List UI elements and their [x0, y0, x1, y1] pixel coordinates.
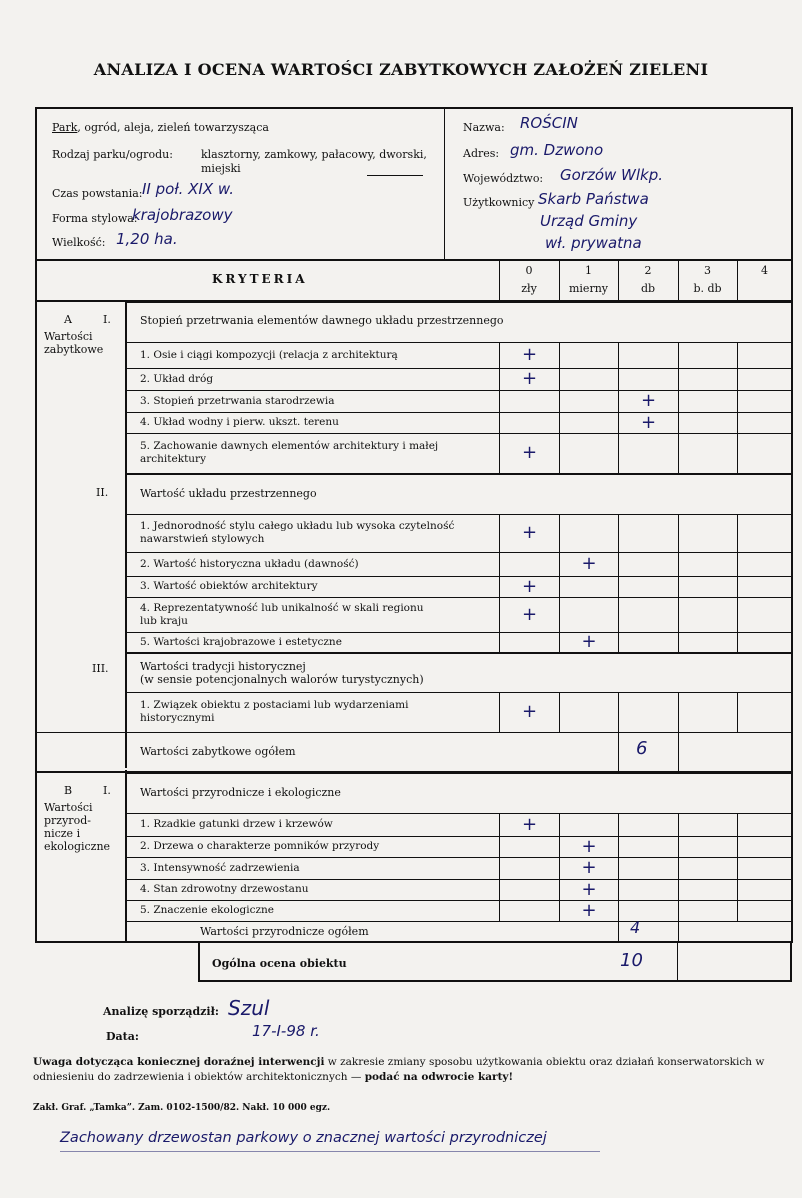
- print-info: Zakł. Graf. „Tamka”. Zam. 0102-1500/82. Nakł. 10 000 egz.: [33, 1103, 331, 1113]
- section-a-code: A: [64, 313, 72, 326]
- row-a2-2-label: 2. Wartość historyczna układu (dawność): [140, 557, 359, 570]
- grid-vertical-rule: [678, 813, 679, 921]
- wielkosc-label: Wielkość:: [52, 236, 106, 249]
- grid-horizontal-rule: [125, 368, 792, 369]
- row-b1-3-label: 3. Intensywność zadrzewienia: [140, 861, 300, 874]
- section-a-group-2-roman: II.: [96, 486, 109, 499]
- row-a1-5-label-line-1: 5. Zachowanie dawnych elementów architektury i małej: [140, 440, 439, 452]
- grid-vertical-rule: [737, 692, 738, 732]
- score-1-label: mierny: [568, 282, 608, 295]
- row-b1-2-mark: +: [581, 835, 597, 857]
- section-a-title-1: Wartości: [44, 330, 93, 343]
- grid-vertical-rule: [678, 732, 679, 772]
- total-b-label: Wartości przyrodnicze ogółem: [200, 925, 369, 938]
- grid-vertical-rule: [499, 813, 500, 921]
- row-a2-1-mark: +: [522, 522, 538, 543]
- uzytkownicy-label: Użytkownicy: [463, 196, 535, 209]
- grid-horizontal-rule: [125, 342, 792, 343]
- note-end: podać na odwrocie karty!: [364, 1071, 514, 1083]
- grid-vertical-rule: [618, 514, 619, 652]
- grid-vertical-rule: [618, 732, 619, 772]
- total-a-value: 6: [636, 738, 648, 759]
- uzytkownik-2: Urząd Gminy: [540, 212, 638, 230]
- row-a2-2-mark: +: [581, 553, 597, 574]
- row-a2-4-mark: +: [522, 603, 538, 625]
- park-type-rest: , ogród, aleja, zieleń towarzysząca: [77, 121, 269, 134]
- park-type-underlined: Park: [52, 121, 78, 134]
- row-a1-4-mark: +: [641, 411, 657, 433]
- score-3-number: 3: [704, 264, 711, 277]
- grid-vertical-rule: [125, 301, 127, 768]
- row-a1-1-mark: +: [522, 344, 538, 365]
- overall-value: 10: [620, 950, 643, 971]
- wojewodztwo-label: Województwo:: [463, 172, 544, 185]
- grid-horizontal-rule: [125, 857, 792, 858]
- grid-vertical-rule: [678, 921, 679, 941]
- score-2-label: db: [640, 282, 656, 295]
- grid-horizontal-rule: [125, 692, 792, 693]
- row-a2-1-label-line-2: nawarstwień stylowych: [140, 533, 265, 545]
- park-type-line: [52, 121, 269, 134]
- adres-value: gm. Dzwono: [510, 141, 604, 159]
- total-b-value: 4: [630, 918, 641, 937]
- row-b1-1-label: 1. Rzadkie gatunki drzew i krzewów: [140, 818, 333, 830]
- date-value: 17-I-98 r.: [252, 1022, 320, 1040]
- grid-vertical-rule: [618, 813, 619, 921]
- row-a2-1-label-line-1: 1. Jednorodność stylu całego układu lub wysoka czytelność: [140, 520, 455, 532]
- grid-horizontal-rule: [125, 921, 792, 922]
- overall-divider: [677, 943, 678, 981]
- uzytkownik-3: wł. prywatna: [545, 234, 642, 252]
- section-a-title-2: zabytkowe: [44, 343, 104, 356]
- section-b-title-1: Wartości: [44, 801, 93, 814]
- section-b-title-3: nicze i: [44, 827, 81, 840]
- row-a1-5-label-line-2: architektury: [140, 453, 207, 465]
- grid-vertical-rule: [678, 514, 679, 652]
- grid-vertical-rule: [559, 342, 560, 473]
- section-b-group-1-roman: I.: [103, 784, 111, 797]
- rodzaj-options: klasztorny, zamkowy, pałacowy, dworski,: [201, 148, 427, 161]
- grid-horizontal-rule: [125, 552, 792, 553]
- row-b1-3-mark: +: [581, 857, 597, 878]
- grid-horizontal-rule: [125, 433, 792, 434]
- dworski-underline: [367, 175, 423, 176]
- grid-vertical-rule: [618, 342, 619, 473]
- row-a2-3-label: 3. Wartość obiektów architektury: [140, 580, 318, 592]
- group-a3-title-1: Wartości tradycji historycznej: [140, 660, 306, 673]
- czas-label: Czas powstania:: [52, 187, 143, 200]
- row-a1-1-label: 1. Osie i ciągi kompozycji (relacja z architekturą: [140, 348, 398, 361]
- date-label: Data:: [106, 1030, 139, 1043]
- grid-vertical-rule: [737, 813, 738, 921]
- row-a3-1-label-line-1: 1. Związek obiektu z postaciami lub wydarzeniami: [140, 699, 409, 711]
- group-a2-title: Wartość układu przestrzennego: [140, 487, 317, 500]
- wojewodztwo-value: Gorzów Wlkp.: [560, 166, 664, 184]
- row-a3-1-mark: +: [522, 701, 538, 722]
- rodzaj-label: Rodzaj parku/ogrodu:: [52, 148, 173, 161]
- score-2-number: 2: [644, 264, 652, 277]
- grid-vertical-rule: [559, 813, 560, 921]
- grid-horizontal-rule: [125, 879, 792, 880]
- header-divider: [444, 108, 445, 260]
- score-0-label: zły: [521, 282, 537, 295]
- group-b1-title: Wartości przyrodnicze i ekologiczne: [140, 786, 341, 799]
- grid-horizontal-rule: [125, 412, 792, 413]
- note-intro: Uwaga dotycząca koniecznej doraźnej interwencji: [33, 1056, 325, 1068]
- row-b1-1-mark: +: [522, 813, 538, 835]
- grid-horizontal-rule: [125, 597, 792, 598]
- prepared-signature: Szul: [228, 996, 270, 1020]
- grid-horizontal-rule: [125, 773, 792, 774]
- row-a1-5-mark: +: [522, 442, 538, 463]
- intervention-note: [33, 1055, 795, 1085]
- section-a-group-3-roman: III.: [92, 662, 109, 675]
- note-rest: w zakresie zmiany sposobu użytkowania obiektu oraz działań konserwatorskich w odniesieniu do zadrzewienia i obiektów architektonicznych —: [33, 1056, 765, 1083]
- grid-horizontal-rule: [125, 390, 792, 391]
- row-b1-4-mark: +: [581, 878, 597, 900]
- forma-value: krajobrazowy: [132, 206, 233, 224]
- row-b1-5-mark: +: [581, 899, 597, 921]
- row-a3-1-label-line-2: historycznymi: [140, 712, 215, 724]
- grid-vertical-rule: [618, 692, 619, 732]
- score-3-label: b. db: [693, 282, 722, 295]
- grid-horizontal-rule: [125, 653, 792, 654]
- handwritten-underline: [60, 1151, 600, 1152]
- grid-vertical-rule: [618, 921, 619, 941]
- row-b1-5-label: 5. Znaczenie ekologiczne: [140, 904, 275, 916]
- grid-vertical-rule: [678, 692, 679, 732]
- group-a3-title-2: (w sensie potencjonalnych walorów turystycznych): [140, 673, 424, 686]
- grid-horizontal-rule: [125, 302, 792, 303]
- grid-horizontal-rule: [125, 474, 792, 475]
- row-a2-4-label-line-1: 4. Reprezentatywność lub unikalność w skali regionu: [140, 601, 424, 614]
- grid-horizontal-rule: [125, 514, 792, 515]
- section-a-group-1-roman: I.: [103, 313, 111, 326]
- grid-horizontal-rule: [125, 900, 792, 901]
- section-b-code: B: [64, 784, 73, 797]
- grid-vertical-rule: [559, 692, 560, 732]
- total-a-label: Wartości zabytkowe ogółem: [140, 745, 296, 758]
- adres-label: Adres:: [463, 147, 500, 160]
- row-a2-5-label: 5. Wartości krajobrazowe i estetyczne: [140, 635, 342, 648]
- wielkosc-value: 1,20 ha.: [116, 230, 178, 248]
- score-0-number: 0: [525, 264, 533, 277]
- row-a1-4-label: 4. Układ wodny i pierw. ukszt. terenu: [140, 416, 339, 428]
- grid-vertical-rule: [678, 342, 679, 473]
- grid-vertical-rule: [499, 514, 500, 652]
- nazwa-label: Nazwa:: [463, 121, 505, 134]
- score-4-number: 4: [761, 264, 768, 277]
- overall-label: Ogólna ocena obiektu: [212, 957, 347, 970]
- kryteria-heading: KRYTERIA: [212, 272, 308, 286]
- grid-horizontal-rule: [125, 632, 792, 633]
- row-a1-3-label: 3. Stopień przetrwania starodrzewia: [140, 394, 335, 407]
- grid-horizontal-rule: [125, 576, 792, 577]
- uzytkownik-1: Skarb Państwa: [538, 190, 649, 208]
- prepared-label: Analizę sporządził:: [103, 1005, 219, 1018]
- grid-horizontal-rule: [36, 771, 792, 773]
- row-a1-2-label: 2. Układ dróg: [140, 372, 214, 385]
- grid-vertical-rule: [737, 514, 738, 652]
- score-1-number: 1: [585, 264, 592, 277]
- section-b-title-2: przyrod-: [44, 814, 91, 827]
- nazwa-value: ROŚCIN: [520, 114, 578, 132]
- row-a1-3-mark: +: [641, 390, 657, 411]
- handwritten-note: Zachowany drzewostan parkowy o znacznej wartości przyrodniczej: [60, 1130, 547, 1146]
- grid-vertical-rule: [559, 514, 560, 652]
- grid-vertical-rule: [499, 342, 500, 473]
- rodzaj-options-2: miejski: [201, 162, 241, 175]
- section-b-title-4: ekologiczne: [44, 840, 111, 853]
- row-a2-3-mark: +: [522, 575, 538, 597]
- row-b1-4-label: 4. Stan zdrowotny drzewostanu: [140, 883, 309, 895]
- grid-horizontal-rule: [125, 813, 792, 814]
- form-title: ANALIZA I OCENA WARTOŚCI ZABYTKOWYCH ZAŁOŻEŃ ZIELENI: [93, 60, 709, 79]
- grid-vertical-rule: [737, 342, 738, 473]
- row-a1-2-mark: +: [522, 368, 538, 389]
- grid-vertical-rule: [499, 692, 500, 732]
- group-a1-title: Stopień przetrwania elementów dawnego układu przestrzennego: [140, 314, 504, 327]
- czas-value: II poł. XIX w.: [142, 180, 234, 198]
- forma-label: Forma stylowa:: [52, 212, 138, 225]
- grid-vertical-rule: [125, 770, 127, 942]
- grid-horizontal-rule: [125, 836, 792, 837]
- row-a2-4-label-line-2: lub kraju: [140, 614, 188, 627]
- row-b1-2-label: 2. Drzewa o charakterze pomników przyrody: [140, 840, 380, 852]
- row-a2-5-mark: +: [581, 631, 597, 652]
